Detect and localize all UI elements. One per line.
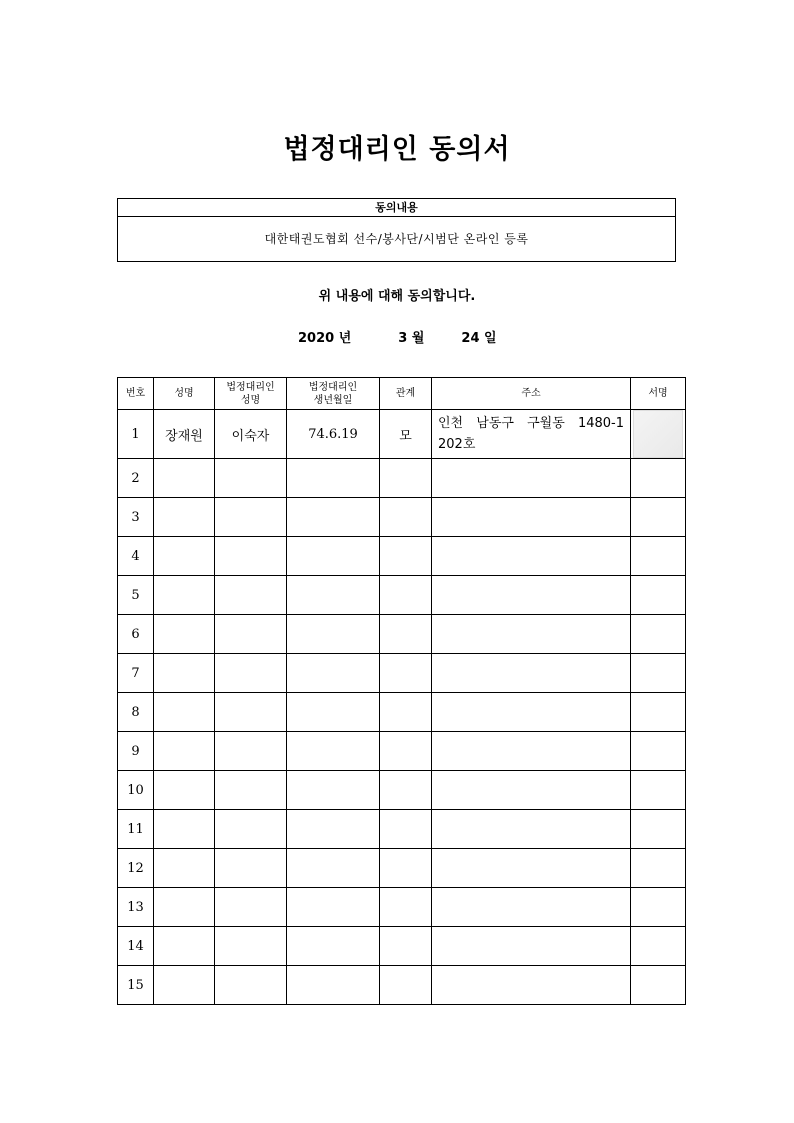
cell-address [432, 693, 631, 732]
table-row [118, 810, 686, 849]
cell-signature [631, 654, 686, 693]
cell-name [154, 927, 215, 966]
cell-relation [380, 576, 432, 615]
cell-name [154, 771, 215, 810]
header-address: 주소 [432, 378, 631, 410]
cell-signature [631, 459, 686, 498]
cell-address [432, 498, 631, 537]
cell-signature [631, 410, 686, 459]
table-row [118, 537, 686, 576]
cell-name [154, 654, 215, 693]
cell-rep-name [215, 849, 287, 888]
cell-rep-name: 이숙자 [215, 410, 287, 459]
cell-no: 12 [118, 849, 154, 888]
table-row [118, 888, 686, 927]
cell-no: 10 [118, 771, 154, 810]
cell-rep-birth [287, 966, 380, 1005]
cell-name [154, 966, 215, 1005]
cell-rep-birth [287, 654, 380, 693]
date-day: 24 일 [461, 331, 497, 346]
cell-no: 1 [118, 410, 154, 459]
cell-rep-birth [287, 849, 380, 888]
cell-rep-birth: 74.6.19 [287, 410, 380, 459]
table-row [118, 693, 686, 732]
cell-rep-name [215, 459, 287, 498]
cell-no: 5 [118, 576, 154, 615]
consent-box [117, 198, 676, 262]
cell-no: 6 [118, 615, 154, 654]
table-row [118, 498, 686, 537]
consent-header: 동의내용 [118, 199, 675, 217]
cell-relation [380, 771, 432, 810]
table-header-row [118, 378, 686, 410]
cell-signature [631, 849, 686, 888]
cell-relation [380, 537, 432, 576]
cell-address [432, 615, 631, 654]
cell-no: 4 [118, 537, 154, 576]
document-title: 법정대리인 동의서 [283, 134, 511, 165]
cell-name [154, 537, 215, 576]
cell-signature [631, 537, 686, 576]
cell-name [154, 693, 215, 732]
cell-rep-birth [287, 927, 380, 966]
cell-address: 인천 남동구 구월동 1480-1 202호 [432, 410, 631, 459]
cell-relation [380, 693, 432, 732]
table-row [118, 927, 686, 966]
consent-body: 대한태권도협회 선수/봉사단/시범단 온라인 등록 [264, 232, 529, 246]
table-row [118, 459, 686, 498]
table-row [118, 732, 686, 771]
table-row [118, 966, 686, 1005]
cell-relation [380, 654, 432, 693]
cell-signature [631, 576, 686, 615]
cell-rep-birth [287, 498, 380, 537]
cell-relation [380, 732, 432, 771]
date-line [298, 327, 497, 346]
header-no: 번호 [118, 378, 154, 410]
cell-relation: 모 [380, 410, 432, 459]
cell-no: 2 [118, 459, 154, 498]
cell-rep-birth [287, 732, 380, 771]
cell-rep-birth [287, 576, 380, 615]
cell-rep-birth [287, 693, 380, 732]
cell-rep-name [215, 693, 287, 732]
cell-rep-name [215, 732, 287, 771]
cell-signature [631, 498, 686, 537]
cell-address [432, 888, 631, 927]
cell-relation [380, 849, 432, 888]
table-row [118, 410, 686, 459]
cell-rep-name [215, 927, 287, 966]
cell-address [432, 459, 631, 498]
cell-rep-name [215, 576, 287, 615]
cell-no: 13 [118, 888, 154, 927]
cell-signature [631, 693, 686, 732]
cell-rep-name [215, 888, 287, 927]
cell-address [432, 654, 631, 693]
cell-rep-birth [287, 459, 380, 498]
signature-image [633, 410, 683, 458]
cell-address [432, 771, 631, 810]
cell-signature [631, 927, 686, 966]
cell-rep-birth [287, 888, 380, 927]
cell-rep-birth [287, 537, 380, 576]
cell-rep-name [215, 498, 287, 537]
cell-relation [380, 615, 432, 654]
header-rep-name: 법정대리인 성명 [215, 378, 287, 410]
cell-signature [631, 888, 686, 927]
cell-address [432, 927, 631, 966]
table-row [118, 849, 686, 888]
cell-name [154, 732, 215, 771]
header-rep-birth: 법정대리인 생년월일 [287, 378, 380, 410]
cell-address [432, 732, 631, 771]
cell-no: 14 [118, 927, 154, 966]
cell-rep-birth [287, 615, 380, 654]
cell-rep-name [215, 615, 287, 654]
cell-name [154, 615, 215, 654]
cell-name [154, 498, 215, 537]
header-signature: 서명 [631, 378, 686, 410]
cell-name [154, 810, 215, 849]
cell-signature [631, 771, 686, 810]
consent-table [117, 377, 686, 1005]
cell-address [432, 849, 631, 888]
cell-name: 장재원 [154, 410, 215, 459]
cell-signature [631, 732, 686, 771]
cell-relation [380, 888, 432, 927]
cell-signature [631, 615, 686, 654]
cell-no: 8 [118, 693, 154, 732]
table-row [118, 576, 686, 615]
cell-rep-birth [287, 771, 380, 810]
cell-no: 3 [118, 498, 154, 537]
cell-signature [631, 810, 686, 849]
table-row [118, 654, 686, 693]
date-month: 3 월 [398, 331, 425, 346]
cell-no: 7 [118, 654, 154, 693]
header-name: 성명 [154, 378, 215, 410]
table-row [118, 771, 686, 810]
agree-statement: 위 내용에 대해 동의합니다. [318, 289, 476, 304]
cell-rep-name [215, 654, 287, 693]
cell-rep-name [215, 537, 287, 576]
cell-rep-name [215, 966, 287, 1005]
cell-name [154, 459, 215, 498]
cell-address [432, 966, 631, 1005]
cell-relation [380, 966, 432, 1005]
date-year: 2020 년 [298, 331, 352, 346]
cell-address [432, 576, 631, 615]
cell-name [154, 849, 215, 888]
cell-rep-birth [287, 810, 380, 849]
cell-no: 15 [118, 966, 154, 1005]
cell-rep-name [215, 771, 287, 810]
cell-relation [380, 459, 432, 498]
cell-address [432, 810, 631, 849]
cell-relation [380, 810, 432, 849]
cell-address [432, 537, 631, 576]
cell-no: 11 [118, 810, 154, 849]
table-body [118, 410, 686, 1005]
table-row [118, 615, 686, 654]
cell-relation [380, 498, 432, 537]
cell-signature [631, 966, 686, 1005]
cell-name [154, 888, 215, 927]
cell-rep-name [215, 810, 287, 849]
cell-relation [380, 927, 432, 966]
cell-no: 9 [118, 732, 154, 771]
header-relation: 관계 [380, 378, 432, 410]
cell-name [154, 576, 215, 615]
